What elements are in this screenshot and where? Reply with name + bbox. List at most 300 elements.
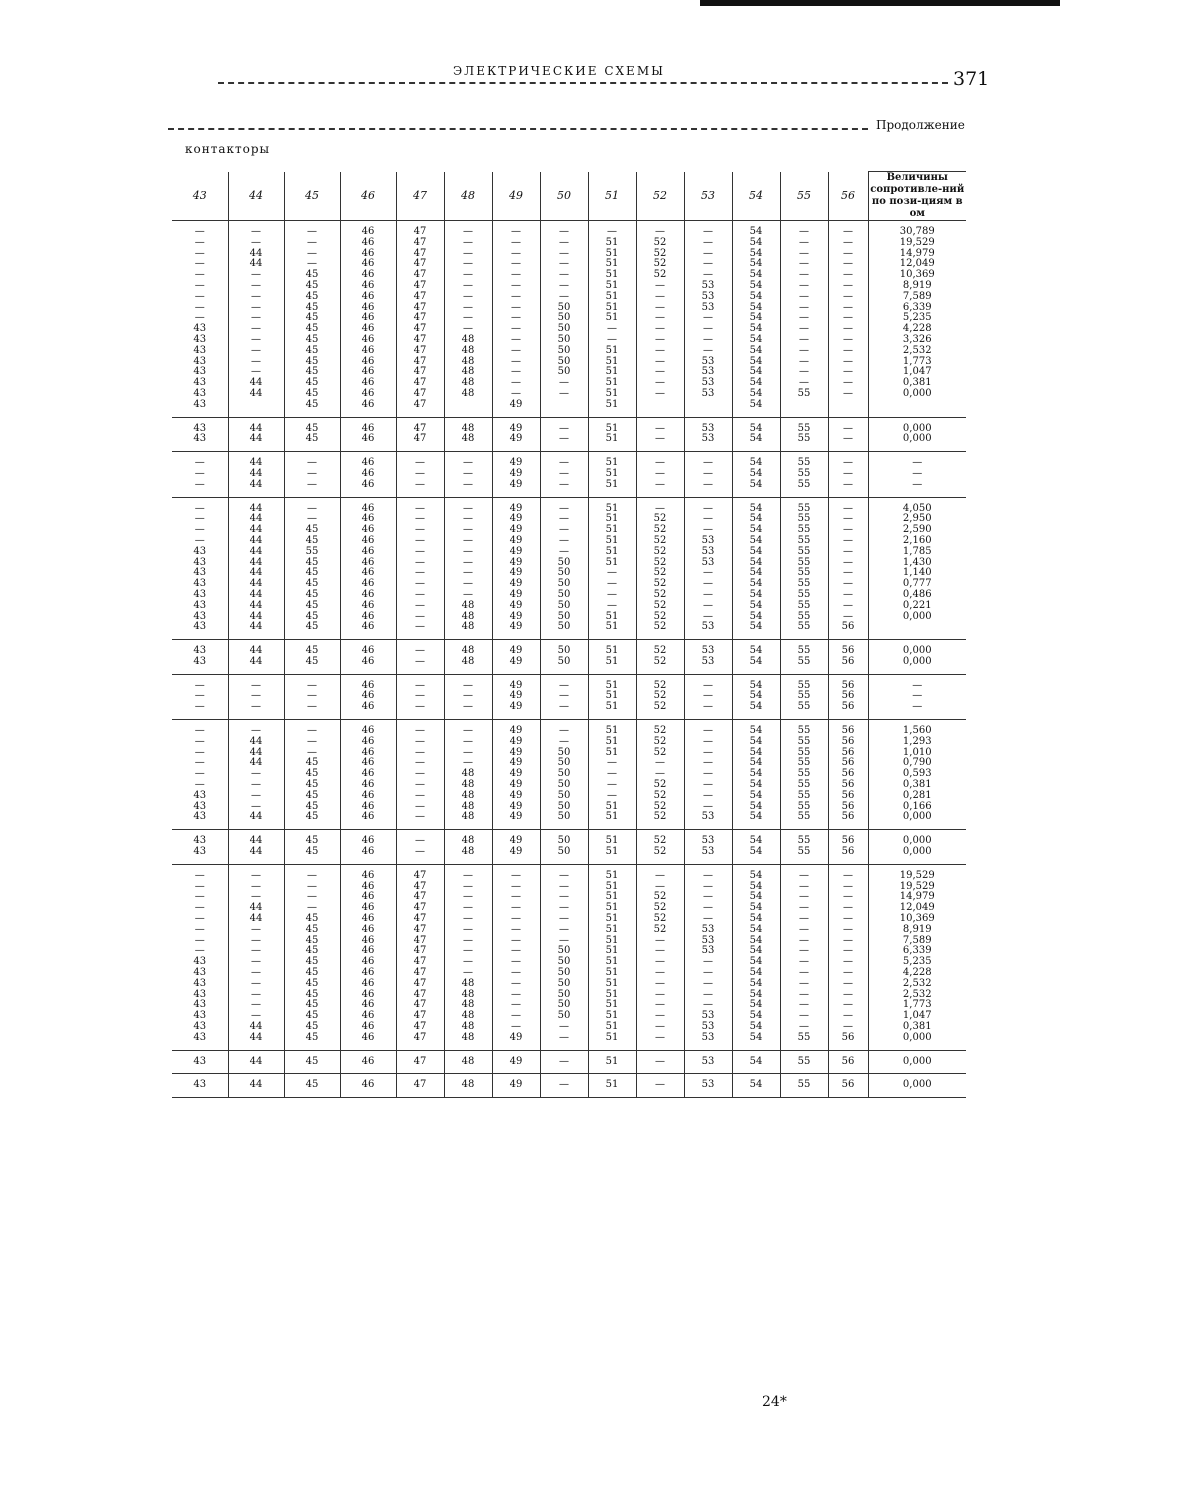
contactor-cell <box>540 864 588 1050</box>
contactor-cell <box>588 417 636 452</box>
resistance-values: 19,529 19,529 14,979 12,049 10,369 8,919 7,589 6,339 5,235 4,228 2,532 2,532 1,773 1,047 0,381 0,000 <box>899 869 935 1043</box>
contactor-states: 44 44 44 <box>249 457 263 490</box>
contactor-states: 54 54 54 54 54 54 54 54 54 <box>749 725 763 823</box>
contactor-states: — — — — — — — 50 50 50 50 50 50 50 — — <box>557 226 571 399</box>
contactor-column-header: 44 <box>228 172 284 221</box>
contactor-states: — 51 51 51 51 51 51 51 51 — — 51 51 51 51 51 51 <box>605 226 619 410</box>
contactor-cell <box>636 221 684 418</box>
contactor-column-header: 56 <box>828 172 868 221</box>
contactor-states: 51 51 51 51 51 51 51 51 51 51 51 51 51 51 51 51 <box>605 869 619 1043</box>
contactor-states: 49 49 <box>509 645 523 667</box>
contactor-cell <box>284 864 340 1050</box>
contactor-states: 46 46 46 <box>361 679 375 713</box>
contactor-states: 51 51 <box>605 422 619 445</box>
contactor-states: — — — 45 45 45 45 45 45 <box>305 725 319 823</box>
contactor-states: 54 <box>749 1055 763 1067</box>
contactor-cell <box>492 830 540 865</box>
contactor-cell <box>172 452 228 497</box>
contactor-cell <box>340 452 396 497</box>
contactor-states: 44 44 <box>249 422 263 445</box>
contactor-states: 49 <box>509 1055 523 1067</box>
contactor-states: 47 <box>413 1055 427 1067</box>
contactor-states: 43 <box>193 1055 207 1067</box>
contactor-cell <box>780 221 828 418</box>
contactor-states: 51 51 <box>605 645 619 667</box>
contactor-states: 53 53 <box>701 645 715 667</box>
contactor-cell <box>340 640 396 675</box>
contactor-states: 51 <box>605 1055 619 1067</box>
resistance-values: 0,000 0,000 <box>902 645 932 667</box>
contactor-states: — — — — — — — — — — — — — — — 55 <box>797 869 811 1043</box>
contactor-cell <box>284 830 340 865</box>
contactor-cell <box>636 720 684 830</box>
contactor-cell <box>684 497 732 640</box>
position-group-row <box>172 674 966 719</box>
contactor-states: — — — 53 53 53 — — — — — 53 <box>701 502 715 633</box>
contactor-states: 44 44 44 44 44 44 44 44 44 44 44 44 <box>249 502 263 633</box>
contactor-column-header: 48 <box>444 172 492 221</box>
contactor-cell <box>588 830 636 865</box>
contactor-states: 49 49 49 49 49 49 49 49 49 <box>509 725 523 823</box>
contactor-column-header: 51 <box>588 172 636 221</box>
contactor-cell <box>636 497 684 640</box>
contactor-states: 49 49 49 <box>509 679 523 713</box>
contactor-states: — — — <box>703 457 713 490</box>
contactor-states: — — — <box>415 679 425 713</box>
contactor-states: — — — <box>463 679 473 713</box>
contactor-states: 49 49 49 49 49 49 49 49 49 49 49 49 <box>509 502 523 633</box>
contactor-cell <box>396 417 444 452</box>
contactor-states: 54 54 <box>749 645 763 667</box>
position-group-row <box>172 1074 966 1098</box>
contactor-cell <box>492 452 540 497</box>
contactor-column-header: 54 <box>732 172 780 221</box>
position-group-row <box>172 221 966 418</box>
contactor-cell <box>340 720 396 830</box>
contactor-cell <box>172 640 228 675</box>
resistance-cell <box>868 497 966 640</box>
contactor-states: 43 43 <box>193 835 207 858</box>
contactor-cell <box>828 1050 868 1074</box>
contactor-states: 51 51 <box>605 835 619 858</box>
contactor-states: — — 52 52 52 52 — — — — — — — — — — <box>653 869 667 1043</box>
contactor-cell <box>588 720 636 830</box>
contactor-cell <box>684 452 732 497</box>
contactor-states: 54 54 54 <box>749 679 763 713</box>
contactor-column-header: 49 <box>492 172 540 221</box>
contactor-column-header: 47 <box>396 172 444 221</box>
contactor-cell <box>396 221 444 418</box>
contactor-states: — 52 52 52 52 52 52 52 52 52 52 52 <box>653 502 667 633</box>
resistance-cell <box>868 830 966 865</box>
contactor-cell <box>284 1050 340 1074</box>
contactor-cell <box>732 1050 780 1074</box>
contactor-cell <box>732 1074 780 1098</box>
contactor-cell <box>780 720 828 830</box>
contactor-states: — — — <box>194 457 205 490</box>
contactor-cell <box>492 720 540 830</box>
contactor-cell <box>540 1074 588 1098</box>
contactor-cell <box>284 417 340 452</box>
contactors-group-title: контакторы <box>185 142 271 156</box>
contactor-cell <box>684 1050 732 1074</box>
contactor-cell <box>588 221 636 418</box>
contactor-cell <box>684 674 732 719</box>
contactor-states: 54 54 54 54 54 54 54 54 54 54 54 54 54 54 54 54 <box>749 869 763 1043</box>
contactor-states: 51 51 51 <box>605 457 619 490</box>
position-group-row <box>172 830 966 865</box>
contactor-states: — — — <box>415 457 425 490</box>
contactor-cell <box>444 1050 492 1074</box>
contactor-cell <box>492 674 540 719</box>
contactor-cell <box>340 1074 396 1098</box>
contactor-cell <box>732 221 780 418</box>
contactor-cell <box>444 830 492 865</box>
contactor-cell <box>780 1074 828 1098</box>
contactor-cell <box>396 452 444 497</box>
contactor-cell <box>396 674 444 719</box>
contactor-cell <box>492 1050 540 1074</box>
contactor-column-header: 52 <box>636 172 684 221</box>
contactor-column-header: 53 <box>684 172 732 221</box>
contactor-cell <box>684 417 732 452</box>
resistance-values: 1,560 1,293 1,010 0,790 0,593 0,381 0,281 0,166 0,000 <box>902 725 932 823</box>
contactor-states: — — — — — — — — — — — 56 <box>841 502 855 633</box>
contactor-cell <box>444 640 492 675</box>
contactor-cell <box>540 1050 588 1074</box>
header-row <box>172 172 966 221</box>
contactor-states: 55 55 <box>797 422 811 445</box>
contactor-states: 56 56 56 56 56 56 56 56 56 <box>841 725 855 823</box>
contactor-cell <box>444 720 492 830</box>
contactor-cell <box>540 720 588 830</box>
contactor-cell <box>284 640 340 675</box>
contactor-cell <box>588 1074 636 1098</box>
contactor-cell <box>588 452 636 497</box>
contactor-cell <box>396 720 444 830</box>
resistance-cell <box>868 864 966 1050</box>
contactor-cell <box>588 1050 636 1074</box>
contactor-states: — — <box>655 422 665 445</box>
contactor-cell <box>396 1050 444 1074</box>
contactor-states: 46 46 46 46 46 46 46 46 46 46 46 46 46 46 46 46 <box>361 869 375 1043</box>
contactor-states: 52 52 52 <box>653 679 667 713</box>
contactor-states: — — — — — 53 53 53 — — — — — 53 53 53 <box>701 869 715 1043</box>
contactor-states: — — <box>415 835 425 858</box>
contactor-cell <box>396 1074 444 1098</box>
contactor-cell <box>340 864 396 1050</box>
contactor-states: 55 55 55 55 55 55 55 55 55 55 55 55 <box>797 502 811 633</box>
contactor-cell <box>228 452 284 497</box>
contactor-states: — <box>559 1079 569 1091</box>
contactor-cell <box>228 1050 284 1074</box>
contactor-states: — — — — 45 45 45 45 45 45 45 45 45 45 45 45 45 <box>305 226 319 410</box>
contactor-cell <box>780 452 828 497</box>
contactor-states: — — — — — 50 50 50 50 50 50 50 <box>557 502 571 633</box>
contactor-cell <box>396 830 444 865</box>
contactor-cell <box>228 830 284 865</box>
contactor-states: 53 53 <box>701 422 715 445</box>
contactor-states: 43 <box>193 1079 207 1091</box>
contactor-cell <box>828 640 868 675</box>
contactor-states: — — — — — — — — — — — — — — — — <box>843 226 853 399</box>
contactor-states: 54 54 <box>749 422 763 445</box>
contactor-cell <box>828 674 868 719</box>
contactor-cell <box>684 720 732 830</box>
contactor-states: 56 56 <box>841 645 855 667</box>
contactor-cell <box>340 417 396 452</box>
contactor-cell <box>732 674 780 719</box>
contactor-states: 45 <box>305 1079 319 1091</box>
resistance-values: — — — <box>912 457 923 490</box>
contactor-cell <box>540 452 588 497</box>
contactor-cell <box>172 830 228 865</box>
contactor-cell <box>540 674 588 719</box>
contactor-cell <box>780 417 828 452</box>
contactor-cell <box>540 640 588 675</box>
contactor-states: — — 44 44 — — — — — — — — — — 44 44 <box>249 226 263 399</box>
contactor-cell <box>684 1074 732 1098</box>
contactor-cell <box>636 640 684 675</box>
contactor-cell <box>684 221 732 418</box>
contactor-states: — — 50 50 50 50 50 50 50 <box>557 725 571 823</box>
contactor-cell <box>444 452 492 497</box>
resistance-values: 30,789 19,529 14,979 12,049 10,369 8,919 7,589 6,339 5,235 4,228 3,326 2,532 1,773 1,047 0,381 0,000 <box>899 226 935 399</box>
contactor-states: 56 <box>841 1055 855 1067</box>
contactor-cell <box>444 417 492 452</box>
contactor-states: — — — — 43 43 43 43 43 43 43 43 <box>193 502 207 633</box>
contactor-cell <box>588 497 636 640</box>
contactor-states: 48 48 <box>461 645 475 667</box>
contactor-cell <box>540 221 588 418</box>
contactor-states: 44 44 <box>249 835 263 858</box>
contactor-cell <box>172 1050 228 1074</box>
contactor-states: 56 <box>841 1079 855 1091</box>
header-rule <box>218 82 948 84</box>
contactor-states: — — — — — — — — — — — — — — — — 49 <box>509 226 523 410</box>
contactor-states: 44 <box>249 1079 263 1091</box>
contactor-states: — — — <box>559 679 569 713</box>
contactor-cell <box>684 864 732 1050</box>
contactor-states: — — — <box>463 457 473 490</box>
contactor-states: 45 45 <box>305 422 319 445</box>
contactor-cell <box>492 497 540 640</box>
contactor-states: — — — <box>559 457 569 490</box>
contactor-cell <box>172 417 228 452</box>
contactor-cell <box>540 497 588 640</box>
contactor-cell <box>780 864 828 1050</box>
contactor-cell <box>732 720 780 830</box>
contactor-states: 46 46 46 46 46 46 46 46 46 46 46 46 46 46 46 46 46 <box>361 226 375 410</box>
contactor-cell <box>828 1074 868 1098</box>
resistance-values: 0,000 0,000 <box>902 422 932 445</box>
contactor-cell <box>828 720 868 830</box>
contactor-column-header: 50 <box>540 172 588 221</box>
contactor-states: — — — <box>703 679 713 713</box>
contactor-cell <box>732 452 780 497</box>
contactor-cell <box>780 674 828 719</box>
contactor-states: — — <box>559 422 569 445</box>
contactor-states: 49 49 <box>509 422 523 445</box>
contactor-states: — — — <box>307 679 317 713</box>
contactor-states: 48 <box>461 1079 475 1091</box>
resistance-cell <box>868 417 966 452</box>
resistance-cell <box>868 640 966 675</box>
contactor-cell <box>340 221 396 418</box>
contactor-cell <box>396 497 444 640</box>
resistance-cell <box>868 452 966 497</box>
table-body <box>172 221 966 1098</box>
contactor-cell <box>228 864 284 1050</box>
contactor-states: 45 <box>305 1055 319 1067</box>
contactor-cell <box>636 830 684 865</box>
contactor-cell <box>492 864 540 1050</box>
contactor-cell <box>228 417 284 452</box>
contactor-cell <box>492 221 540 418</box>
contactor-states: — — — <box>251 679 261 713</box>
contactor-states: 52 52 <box>653 645 667 667</box>
contactor-states: 50 50 <box>557 645 571 667</box>
contactor-cell <box>780 1050 828 1074</box>
contactor-states: 54 54 54 54 54 54 54 54 54 54 54 54 <box>749 502 763 633</box>
contactor-states: 46 46 <box>361 645 375 667</box>
contactor-cell <box>732 830 780 865</box>
contactor-cell <box>228 674 284 719</box>
page-edge-shadow <box>700 0 1060 6</box>
contactor-states: 47 <box>413 1079 427 1091</box>
contactor-states: 50 50 <box>557 835 571 858</box>
contactor-cell <box>228 497 284 640</box>
contactor-cell <box>172 864 228 1050</box>
contactor-states: 46 <box>361 1079 375 1091</box>
contactor-column-header: 43 <box>172 172 228 221</box>
table-top-rule <box>168 128 868 130</box>
contactor-states: — — — — — — — — — <box>415 725 425 823</box>
contactor-cell <box>284 720 340 830</box>
contactor-states: 55 55 <box>797 645 811 667</box>
contactor-states: — — — — — — 43 43 43 <box>193 725 207 823</box>
contactor-cell <box>684 830 732 865</box>
contactor-cell <box>340 830 396 865</box>
contactor-states: 54 54 54 54 54 54 54 54 54 54 54 54 54 54 54 54 54 <box>749 226 763 410</box>
contactor-cell <box>684 640 732 675</box>
resistance-column-header: Величины сопротивле-ний по пози-циям в ом <box>868 172 966 221</box>
contactor-states: — — — <box>655 457 665 490</box>
contactor-states: — — — — — — — — — — 48 48 48 48 48 48 <box>461 869 475 1043</box>
contactor-states: 46 46 46 46 46 46 46 46 46 46 46 46 <box>361 502 375 633</box>
contactor-states: 55 55 <box>797 835 811 858</box>
resistance-cell <box>868 1074 966 1098</box>
contactor-states: — — — — — — — — 43 43 43 43 43 43 43 43 <box>193 869 207 1043</box>
resistance-values: — — — <box>912 679 923 713</box>
contactor-states: 46 46 46 <box>361 457 375 490</box>
contactor-cell <box>636 417 684 452</box>
position-group-row <box>172 640 966 675</box>
contactor-cell <box>636 452 684 497</box>
contactor-states: — — — — — — — — 53 <box>701 725 715 823</box>
contactor-states: 49 49 <box>509 835 523 858</box>
position-group-row <box>172 1050 966 1074</box>
contactor-cell <box>732 640 780 675</box>
resistance-cell <box>868 1050 966 1074</box>
contactor-states: 44 <box>249 1055 263 1067</box>
contactor-states: 53 <box>701 1055 715 1067</box>
contactor-states: 51 <box>605 1079 619 1091</box>
contactor-states: — — — — — 53 53 53 — — — — 53 53 53 53 <box>701 226 715 399</box>
contactor-cell <box>636 1074 684 1098</box>
running-title: ЭЛЕКТРИЧЕСКИЕ СХЕМЫ <box>453 64 665 78</box>
contactor-column-header: 55 <box>780 172 828 221</box>
contactor-states: 55 55 55 55 55 55 55 55 55 <box>797 725 811 823</box>
contactor-cell <box>340 674 396 719</box>
page-number: 371 <box>953 68 990 90</box>
contactor-cell <box>444 497 492 640</box>
contactor-cell <box>228 640 284 675</box>
contactor-cell <box>828 417 868 452</box>
contactor-cell <box>172 720 228 830</box>
contactor-cell <box>444 221 492 418</box>
contactor-cell <box>732 864 780 1050</box>
resistance-values: 0,000 <box>902 1055 932 1067</box>
contactor-states: 46 46 46 46 46 46 46 46 46 <box>361 725 375 823</box>
contactor-states: — — — — — — — — — 43 43 43 43 43 43 43 43 <box>193 226 207 410</box>
contactor-states: — — — <box>307 457 317 490</box>
position-group-row <box>172 720 966 830</box>
contactor-states: — — — — — — — — — — — — <box>415 502 425 633</box>
contactor-states: 53 53 <box>701 835 715 858</box>
contactor-states: — — — — — — — 50 50 50 50 50 50 50 — — <box>557 869 571 1043</box>
contactor-states: 53 <box>701 1079 715 1091</box>
contactor-states: — — <box>415 645 425 667</box>
contactor-cell <box>228 1074 284 1098</box>
contactor-cell <box>444 674 492 719</box>
contactor-cell <box>828 452 868 497</box>
resistance-cell <box>868 720 966 830</box>
contactor-cell <box>636 1050 684 1074</box>
resistance-cell <box>868 674 966 719</box>
contactor-cell <box>732 417 780 452</box>
contactor-states: 49 49 49 <box>509 457 523 490</box>
contactor-states: 46 46 <box>361 835 375 858</box>
contactor-states: — — — — 45 45 45 45 45 45 45 45 45 45 45 45 <box>305 869 319 1043</box>
contactor-states: 48 <box>461 1055 475 1067</box>
contactor-states: — — — <box>194 679 205 713</box>
contactor-states: 56 56 <box>841 835 855 858</box>
contactor-states: 51 51 51 — — — — 51 51 <box>605 725 619 823</box>
contactor-states: 47 47 <box>413 422 427 445</box>
contactor-cell <box>588 674 636 719</box>
contactor-cell <box>340 1050 396 1074</box>
resistance-values: 4,050 2,950 2,590 2,160 1,785 1,430 1,140 0,777 0,486 0,221 0,000 <box>902 502 932 622</box>
signature-mark: 24* <box>762 1394 787 1410</box>
contactor-cell <box>492 417 540 452</box>
contactor-cell <box>636 674 684 719</box>
contactor-cell <box>340 497 396 640</box>
contactor-states: 54 <box>749 1079 763 1091</box>
contactor-states: — — — 44 44 — — — — — — — — — 44 44 <box>249 869 263 1043</box>
resistance-values: 0,000 <box>902 1079 932 1091</box>
contactor-cell <box>444 864 492 1050</box>
contactor-states: — — — — — — — — — — 48 48 48 48 48 48 <box>461 226 475 399</box>
contactor-cell <box>284 497 340 640</box>
contactor-states: 48 48 <box>461 835 475 858</box>
contactor-cell <box>284 221 340 418</box>
contactor-states: 46 <box>361 1055 375 1067</box>
contactor-states: 43 43 <box>193 422 207 445</box>
contactor-cell <box>540 830 588 865</box>
contactor-cell <box>284 452 340 497</box>
contactor-states: 45 45 <box>305 645 319 667</box>
